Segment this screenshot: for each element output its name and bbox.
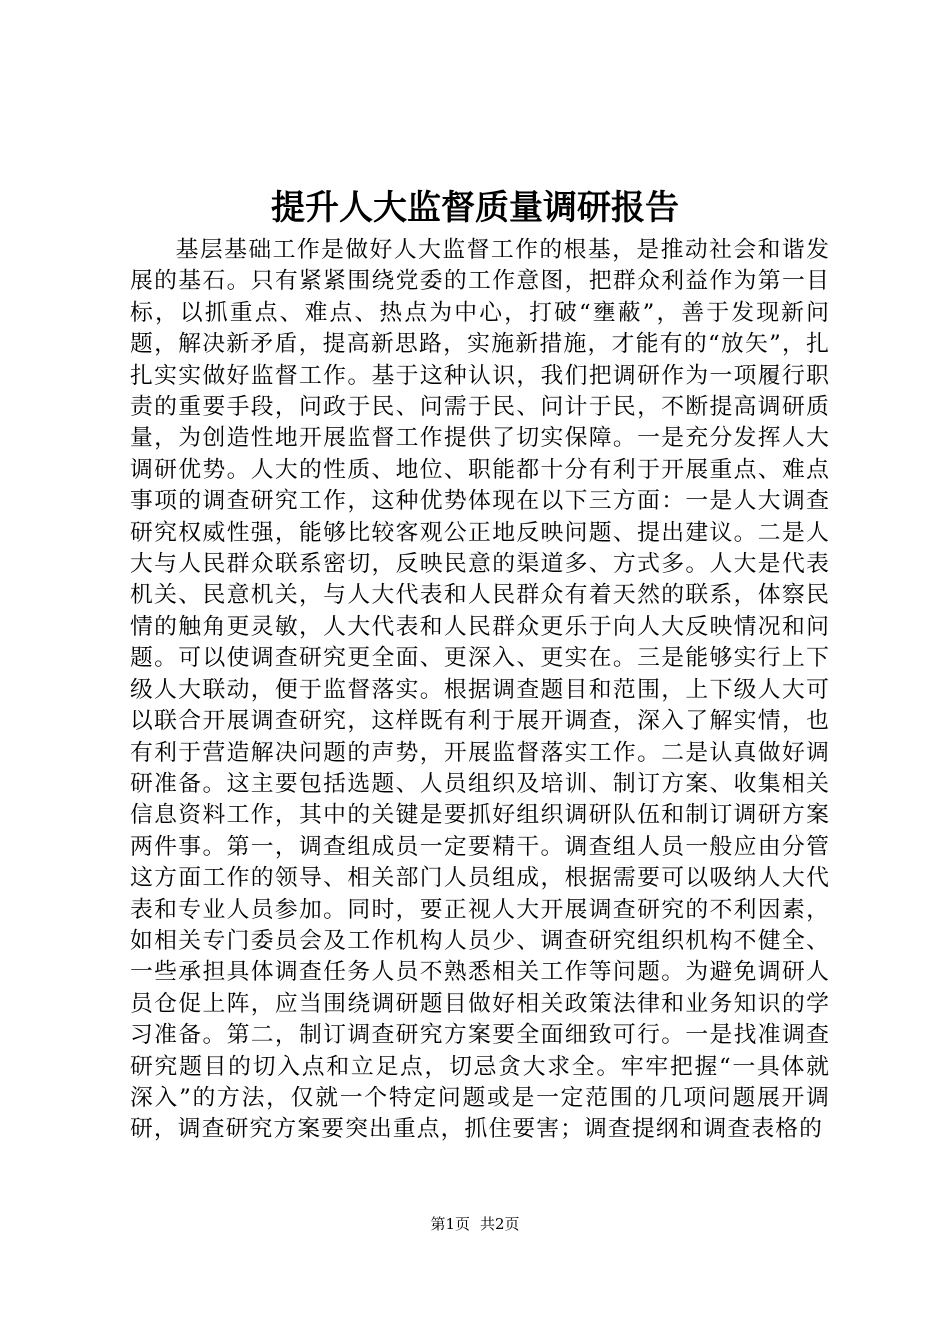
body-paragraph: 基层基础工作是做好人大监督工作的根基，是推动社会和谐发展的基石。只有紧紧围绕党委的工作意图，把群众利益作为第一目标，以抓重点、难点、热点为中心，打破“壅蔽”，善于发现新问题，解决新矛盾，提高新思路，实施新措施，才能有的“放矢”，扎扎实实做好监督工作。基于这种认识，我们把调研作为一项履行职责的重要手段，问政于民、问需于民、问计于民，不断提高调研质量，为创造性地开展监督工作提供了切实保障。一是充分发挥人大调研优势。人大的性质、地位、职能都十分有利于开展重点、难点事项的调查研究工作，这种优势体现在以下三方面：一是人大调查研究权威性强，能够比较客观公正地反映问题、提出建议。二是人大与人民群众联系密切，反映民意的渠道多、方式多。人大是代表机关、民意机关，与人大代表和人民群众有着天然的联系，体察民情的触角更灵敏，人大代表和人民群众更乐于向人大反映情况和问题。可以使调查研究更全面、更深入、更实在。三是能够实行上下级人大联动，便于监督落实。根据调查题目和范围，上下级人大可以联合开展调查研究，这样既有利于展开调查，深入了解实情，也有利于营造解决问题的声势，开展监督落实工作。二是认真做好调研准备。这主要包括选题、人员组织及培训、制订方案、收集相关信息资料工作，其中的关键是要抓好组织调研队伍和制订调研方案两件事。第一，调查组成员一定要精干。调查组人员一般应由分管这方面工作的领导、相关部门人员组成，根据需要可以吸纳人大代表和专业人员参加。同时，要正视人大开展调查研究的不利因素，如相关专门委员会及工作机构人员少、调查研究组织机构不健全、一些承担具体调查任务人员不熟悉相关工作等问题。为避免调研人员仓促上阵，应当围绕调研题目做好相关政策法律和业务知识的学习准备。第二，制订调查研究方案要全面细致可行。一是找准调查研究题目的切入点和立足点，切忌贪大求全。牢牢把握“一具体就深入”的方法，仅就一个特定问题或是一定范围的几项问题展开调研，调查研究方案要突出重点，抓住要害；调查提纲和调查表格的 [130, 237, 830, 1143]
document-title: 提升人大监督质量调研报告 [271, 188, 679, 228]
page-number: 第1页 [430, 1215, 470, 1233]
page-total: 共2页 [480, 1215, 520, 1233]
page-footer [0, 1212, 950, 1236]
